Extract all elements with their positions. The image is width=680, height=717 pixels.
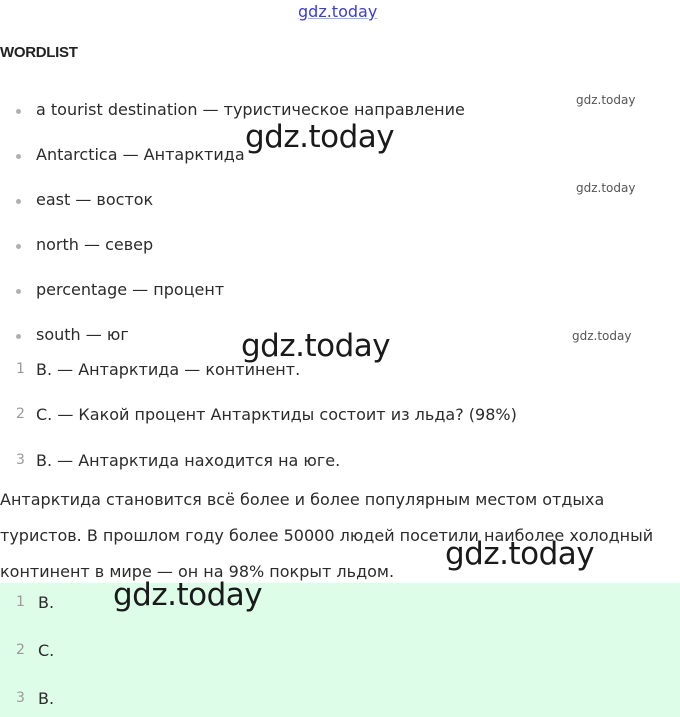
watermark: gdz.today: [245, 119, 395, 155]
bullet-icon: [16, 154, 21, 159]
wordlist-heading: WORDLIST: [0, 44, 78, 61]
watermark: gdz.today: [572, 329, 632, 343]
item-text: C. — Какой процент Антарктиды состоит из льда? (98%): [36, 405, 517, 424]
wordlist-entry: a tourist destination — туристическое направление: [36, 100, 465, 119]
watermark: gdz.today: [576, 93, 636, 107]
wordlist-entry: east — восток: [36, 190, 154, 209]
item-number: 2: [16, 406, 25, 422]
wordlist-entry: north — север: [36, 235, 154, 254]
answer-number: 2: [16, 642, 25, 658]
item-number: 3: [16, 452, 25, 468]
text-paragraph: Антарктида становится всё более и более популярным местом отдыха туристов. В прошлом году более 50000 людей посетили наиболее холодный континент в мире — он на 98% покрыт льдом.: [0, 490, 654, 581]
item-text: B. — Антарктида — континент.: [36, 360, 301, 379]
answer-text: B.: [38, 593, 55, 612]
wordlist-entry: Antarctica — Антарктида: [36, 145, 245, 164]
watermark: gdz.today: [576, 181, 636, 195]
watermark: gdz.today: [445, 536, 595, 572]
wordlist-entry: percentage — процент: [36, 280, 225, 299]
bullet-icon: [16, 109, 21, 114]
answer-number: 3: [16, 690, 25, 706]
bullet-icon: [16, 334, 21, 339]
item-text: B. — Антарктида находится на юге.: [36, 451, 341, 470]
item-number: 1: [16, 361, 25, 377]
answer-text: B.: [38, 689, 55, 708]
bullet-icon: [16, 244, 21, 249]
site-logo[interactable]: gdz.today: [298, 2, 378, 21]
bullet-icon: [16, 289, 21, 294]
watermark: gdz.today: [113, 577, 263, 613]
watermark: gdz.today: [241, 328, 391, 364]
answer-box: [0, 583, 680, 717]
wordlist-entry: south — юг: [36, 325, 129, 344]
answer-number: 1: [16, 594, 25, 610]
answer-text: C.: [38, 641, 55, 660]
bullet-icon: [16, 199, 21, 204]
